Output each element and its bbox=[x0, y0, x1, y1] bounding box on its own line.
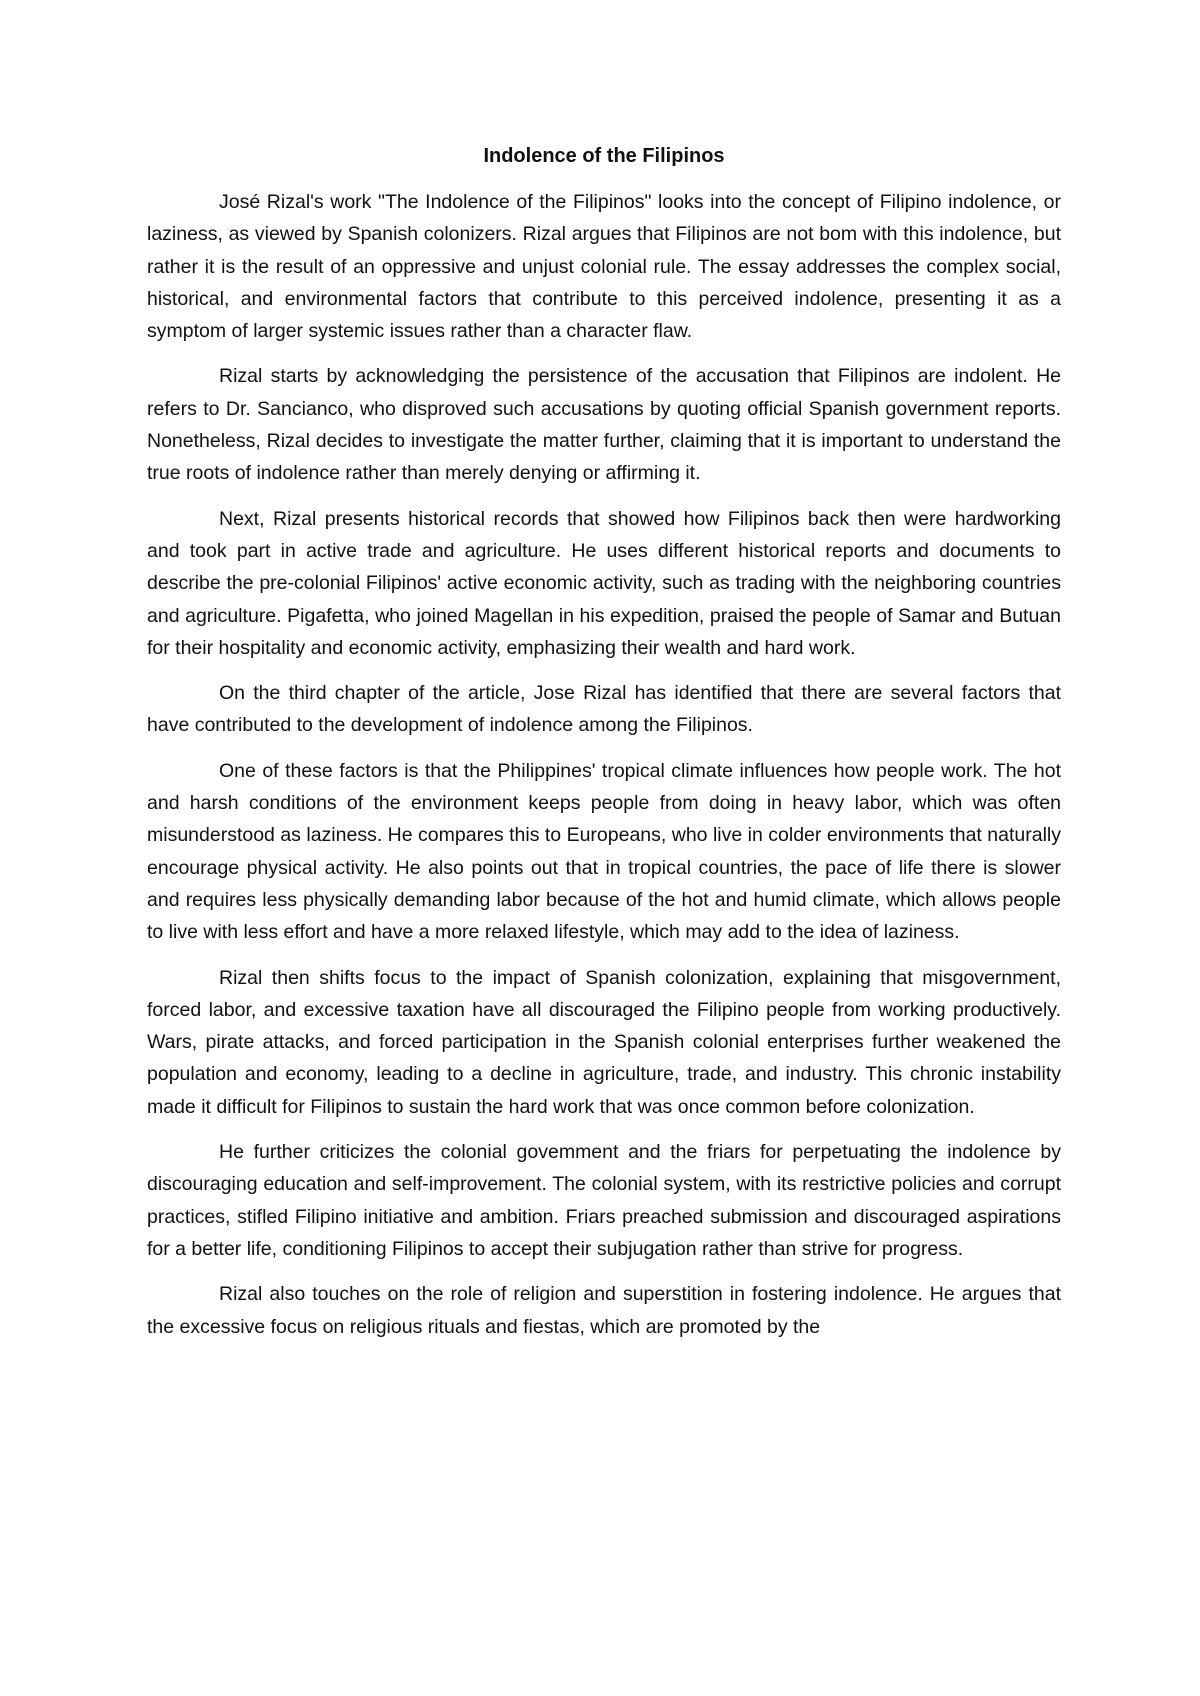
paragraph-third-chapter: On the third chapter of the article, Jose Rizal has identified that there are several factors that have contributed to the development of indolence among the Filipinos. bbox=[147, 682, 1061, 737]
document-body bbox=[147, 140, 1061, 1343]
paragraph-climate: One of these factors is that the Philippines' tropical climate influences how people work. The hot and harsh conditions of the environment keeps people from doing in heavy labor, which was often misunderstood as laziness. He compares this to Europeans, who live in colder environments that naturally encourage physical activity. He also points out that in tropical countries, the pace of life there is slower and requires less physically demanding labor because of the hot and humid climate, which allows people to live with less effort and have a more relaxed lifestyle, which may add to the idea of laziness. bbox=[147, 759, 1061, 944]
paragraph-introduction: José Rizal's work "The Indolence of the Filipinos" looks into the concept of Filipino indolence, or laziness, as viewed by Spanish colonizers. Rizal argues that Filipinos are not bom with this indolence, but rather it is the result of an oppressive and unjust colonial rule. The essay addresses the complex social, historical, and environmental factors that contribute to this perceived indolence, presenting it as a symptom of larger systemic issues rather than a character flaw. bbox=[147, 191, 1061, 343]
document-title: Indolence of the Filipinos bbox=[483, 145, 725, 167]
paragraph-religion: Rizal also touches on the role of religion and superstition in fostering indolence. He argues that the excessive focus on religious rituals and fiestas, which are promoted by the bbox=[147, 1283, 1061, 1338]
paragraph-government-friars: He further criticizes the colonial govemment and the friars for perpetuating the indolence by discouraging education and self-improvement. The colonial system, with its restrictive policies and corrupt practices, stifled Filipino initiative and ambition. Friars preached submission and discouraged aspirations for a better life, conditioning Filipinos to accept their subjugation rather than strive for progress. bbox=[147, 1141, 1061, 1260]
paragraph-accusation: Rizal starts by acknowledging the persistence of the accusation that Filipinos are indolent. He refers to Dr. Sancianco, who disproved such accusations by quoting official Spanish government reports. Nonetheless, Rizal decides to investigate the matter further, claiming that it is important to understand the true roots of indolence rather than merely denying or affirming it. bbox=[147, 365, 1061, 485]
paragraph-historical-records: Next, Rizal presents historical records that showed how Filipinos back then were hardworking and took part in active trade and agriculture. He uses different historical reports and documents to describe the pre-colonial Filipinos' active economic activity, such as trading with the neighboring countries and agriculture. Pigafetta, who joined Magellan in his expedition, praised the people of Samar and Butuan for their hospitality and economic activity, emphasizing their wealth and hard work. bbox=[147, 507, 1061, 659]
paragraph-colonization: Rizal then shifts focus to the impact of Spanish colonization, explaining that misgovernment, forced labor, and excessive taxation have all discouraged the Filipino people from working productively. Wars, pirate attacks, and forced participation in the Spanish colonial enterprises further weakened the population and economy, leading to a decline in agriculture, trade, and industry. This chronic instability made it difficult for Filipinos to sustain the hard work that was once common before colonization. bbox=[147, 966, 1061, 1118]
